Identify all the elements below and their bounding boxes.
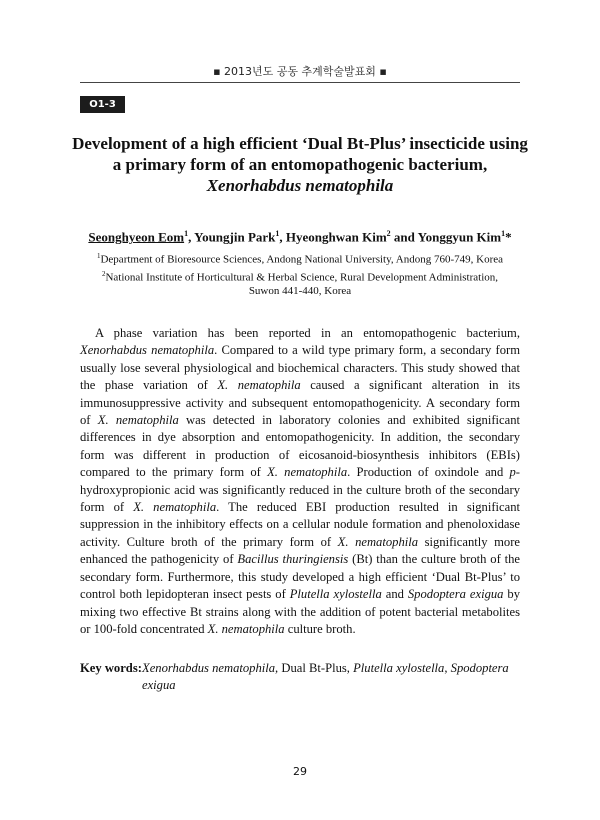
abstract-text-run: . Production of oxindole and bbox=[347, 465, 510, 480]
session-badge: O1-3 bbox=[80, 96, 125, 113]
abstract-text-run: caused a significant alteration in its immunosuppressive activity and subsequent entomopathogenicity. A secondary form of bbox=[80, 378, 521, 428]
author-affil-mark: 1 bbox=[275, 229, 280, 238]
abstract-text-run: and bbox=[381, 587, 408, 602]
author-list bbox=[60, 229, 540, 245]
page-number: 29 bbox=[293, 765, 307, 778]
author-affil-mark: 1 bbox=[501, 229, 506, 238]
abstract-text-run: . Compared to a wild type primary form, a secondary form usually lose several physiological and biochemical characters. This study showed that the phase variation of bbox=[80, 343, 521, 393]
affiliation-text: National Institute of Horticultural & Herbal Science, Rural Development Administration, bbox=[105, 271, 499, 284]
affiliation-text: Suwon 441-440, Korea bbox=[248, 285, 352, 298]
author-name: Yonggyun Kim bbox=[417, 229, 502, 245]
keywords bbox=[80, 660, 530, 695]
abstract-text-run: X. nematophila bbox=[267, 465, 348, 480]
title-line-2: a primary form of an entomopathogenic bacterium, bbox=[112, 155, 488, 174]
abstract-text-run: Xenorhabdus nematophila bbox=[80, 343, 215, 358]
keywords-label: Key words: bbox=[80, 661, 142, 675]
keyword-run: Spodoptera exigua bbox=[142, 661, 509, 693]
affiliation-line bbox=[60, 267, 540, 285]
keyword-run: Dual Bt-Plus, bbox=[278, 661, 354, 675]
running-header: ▪ 2013년도 공동 추계학술발표회 ▪ bbox=[213, 65, 387, 78]
header-divider bbox=[80, 82, 520, 83]
author-affil-mark: 2 bbox=[386, 229, 391, 238]
title-line-1: Development of a high efficient ‘Dual Bt-Plus’ insecticide using bbox=[72, 134, 528, 153]
abstract-text-run: significantly more enhanced the pathogenicity of bbox=[80, 534, 521, 567]
abstract-text-run: (Bt) than the culture broth of the secondary form. Furthermore, this study developed a high efficient ‘Dual Bt-Plus’ to control both lepidopteran insect pests of bbox=[80, 552, 521, 602]
abstract-paragraph bbox=[80, 325, 520, 638]
abstract-text-run: -hydroxypropionic acid was significantly reduced in the culture broth of the secondary form of bbox=[80, 465, 520, 515]
abstract-text-run: . The reduced EBI production resulted in significant suppression in the inhibitory effects on a cellular nodule formation and phenoloxidase activity. Culture broth of the primary form of bbox=[80, 500, 520, 549]
keyword-run: , bbox=[444, 661, 451, 675]
abstract-text-run: A phase variation has been reported in an entomopathogenic bacterium, bbox=[95, 326, 520, 340]
abstract-text-run: was detected in laboratory colonies and exhibited significant differences in dye absorption and entomopathogenicity. In addition, the secondary form was different in production of eicosanoid-biosynthesis inhibitors (EBIs) compared to the primary form of bbox=[80, 413, 521, 480]
affiliations bbox=[60, 249, 540, 298]
abstract-body bbox=[80, 325, 520, 638]
paper-title bbox=[70, 133, 530, 196]
affiliation-line bbox=[60, 249, 540, 267]
affiliation-text: Department of Bioresource Sciences, Andong National University, Andong 760-749, Korea bbox=[100, 253, 504, 266]
author-separator: and bbox=[390, 229, 418, 245]
abstract-text-run: X. nematophila bbox=[207, 621, 285, 636]
author-name: Seonghyeon Eom bbox=[88, 229, 185, 245]
keyword-run: Xenorhabdus nematophila, bbox=[142, 661, 279, 675]
author-separator: , bbox=[279, 229, 286, 245]
affiliation-line bbox=[60, 284, 540, 298]
abstract-text-run: p bbox=[509, 465, 516, 480]
abstract-text-run: Spodoptera exigua bbox=[407, 587, 504, 602]
keywords-list bbox=[142, 660, 530, 695]
author-affil-mark: 1 bbox=[184, 229, 189, 238]
author-separator: * bbox=[505, 229, 512, 245]
affiliation-mark: 1 bbox=[96, 252, 101, 260]
author-separator: , bbox=[188, 229, 195, 245]
author-name: Hyeonghwan Kim bbox=[285, 229, 387, 245]
abstract-text-run: X. nematophila bbox=[217, 378, 301, 393]
abstract-text-run: culture broth. bbox=[284, 621, 356, 636]
abstract-text-run: X. nematophila bbox=[97, 413, 179, 428]
keyword-run: Plutella xylostella bbox=[353, 661, 445, 675]
abstract-text-run: X. nematophila bbox=[133, 500, 217, 515]
abstract-text-run: by mixing two effective Bt strains along with the addition of potent bacterial metabolites or 100-fold concentrated bbox=[80, 587, 521, 636]
abstract-text-run: X. nematophila bbox=[337, 534, 419, 549]
title-line-3: Xenorhabdus nematophila bbox=[206, 176, 394, 195]
abstract-text-run: Plutella xylostella bbox=[289, 587, 382, 602]
affiliation-mark: 2 bbox=[101, 269, 106, 278]
abstract-text-run: Bacillus thuringiensis bbox=[237, 552, 349, 567]
author-name: Youngjin Park bbox=[194, 229, 276, 245]
